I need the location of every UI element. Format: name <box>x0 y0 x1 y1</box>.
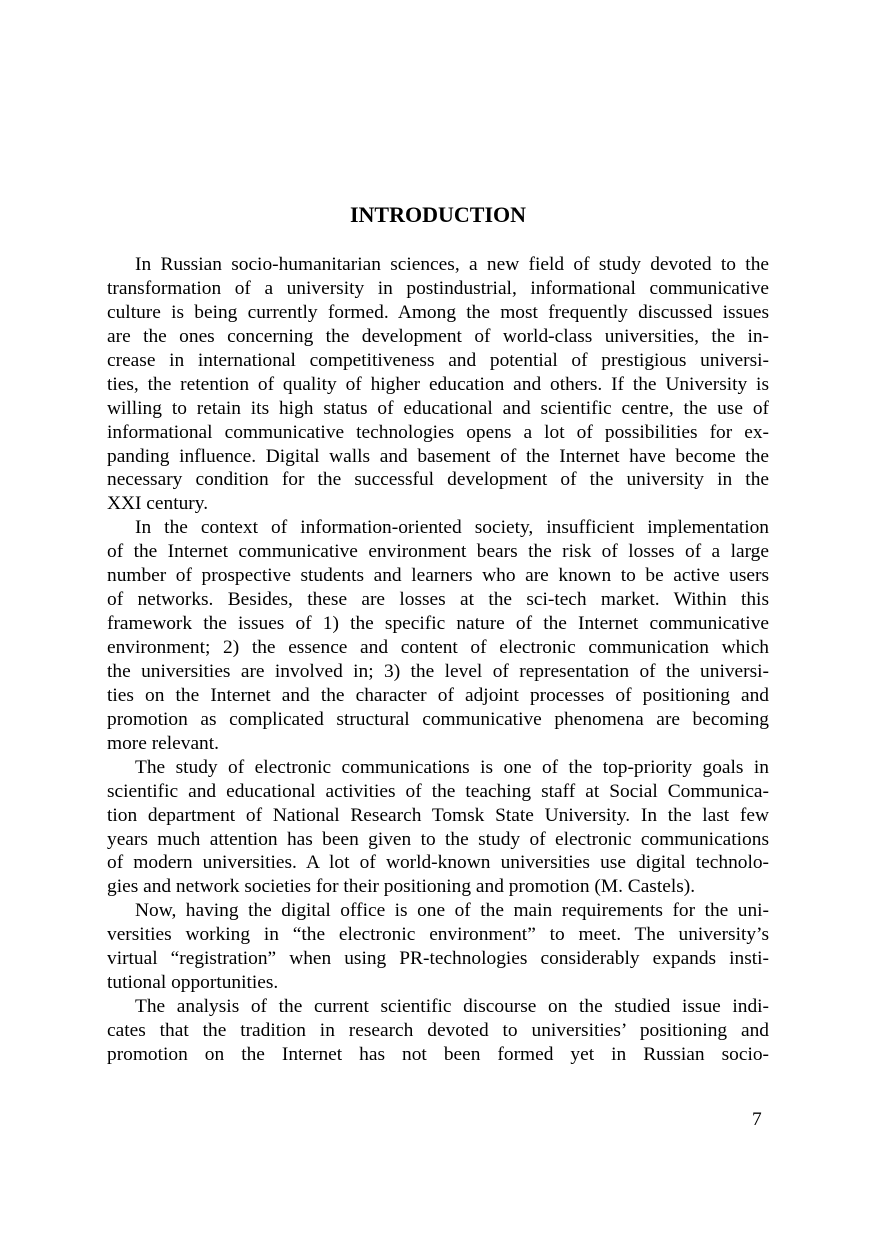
text-line: ties, the retention of quality of higher education and others. If the University is <box>107 373 769 395</box>
text-line: the universities are involved in; 3) the level of representation of the universi- <box>107 660 769 682</box>
paragraph <box>107 899 769 995</box>
text-line: willing to retain its high status of educational and scientific centre, the use of <box>107 397 769 419</box>
text-line: tion department of National Research Tomsk State University. In the last few <box>107 804 769 826</box>
text-line: of the Internet communicative environment bears the risk of losses of a large <box>107 541 769 563</box>
text-line: gies and network societies for their positioning and promotion (M. Castels). <box>107 876 696 898</box>
page-number: 7 <box>752 1109 762 1130</box>
text-line: The study of electronic communications is one of the top-priority goals in <box>135 756 769 778</box>
text-line: XXI century. <box>107 493 209 515</box>
text-line: culture is being currently formed. Among the most frequently discussed issues <box>107 301 769 323</box>
paragraph <box>107 253 769 516</box>
text-line: In the context of information-oriented society, insufficient implementation <box>135 517 769 539</box>
text-line: number of prospective students and learners who are known to be active users <box>107 565 769 587</box>
text-line: transformation of a university in postindustrial, informational communicative <box>107 277 769 299</box>
paragraph <box>107 516 769 755</box>
text-line: promotion on the Internet has not been formed yet in Russian socio- <box>107 1043 769 1065</box>
paragraph <box>107 756 769 900</box>
text-line: ties on the Internet and the character of adjoint processes of positioning and <box>107 684 769 706</box>
text-line: virtual “registration” when using PR-technologies considerably expands insti- <box>107 948 769 970</box>
text-line: informational communicative technologies opens a lot of possibilities for ex- <box>107 421 769 443</box>
text-line: of networks. Besides, these are losses at the sci-tech market. Within this <box>107 589 769 611</box>
chapter-title: INTRODUCTION <box>349 202 527 227</box>
text-line: years much attention has been given to the study of electronic communications <box>107 828 769 850</box>
text-line: versities working in “the electronic environment” to meet. The university’s <box>107 924 769 946</box>
text-line: In Russian socio-humanitarian sciences, a new field of study devoted to the <box>135 254 769 275</box>
text-line: cates that the tradition in research devoted to universities’ positioning and <box>107 1020 769 1041</box>
text-line: framework the issues of 1) the specific nature of the Internet communicative <box>107 613 769 635</box>
text-line: crease in international competitiveness and potential of prestigious universi- <box>107 349 769 371</box>
text-line: tutional opportunities. <box>107 972 279 994</box>
body-text <box>107 253 769 1067</box>
text-line: are the ones concerning the development of world-class universities, the in- <box>107 325 769 347</box>
text-line: of modern universities. A lot of world-known universities use digital technolo- <box>107 852 769 874</box>
text-line: promotion as complicated structural communicative phenomena are becoming <box>107 708 769 730</box>
paragraph <box>107 995 769 1067</box>
text-line: scientific and educational activities of the teaching staff at Social Communica- <box>107 780 769 802</box>
text-line: necessary condition for the successful development of the university in the <box>107 469 769 491</box>
text-line: panding influence. Digital walls and basement of the Internet have become the <box>107 445 769 467</box>
text-line: The analysis of the current scientific discourse on the studied issue indi- <box>135 996 769 1018</box>
text-line: more relevant. <box>107 732 219 754</box>
text-line: environment; 2) the essence and content of electronic communication which <box>107 637 769 658</box>
text-line: Now, having the digital office is one of the main requirements for the uni- <box>135 900 769 922</box>
